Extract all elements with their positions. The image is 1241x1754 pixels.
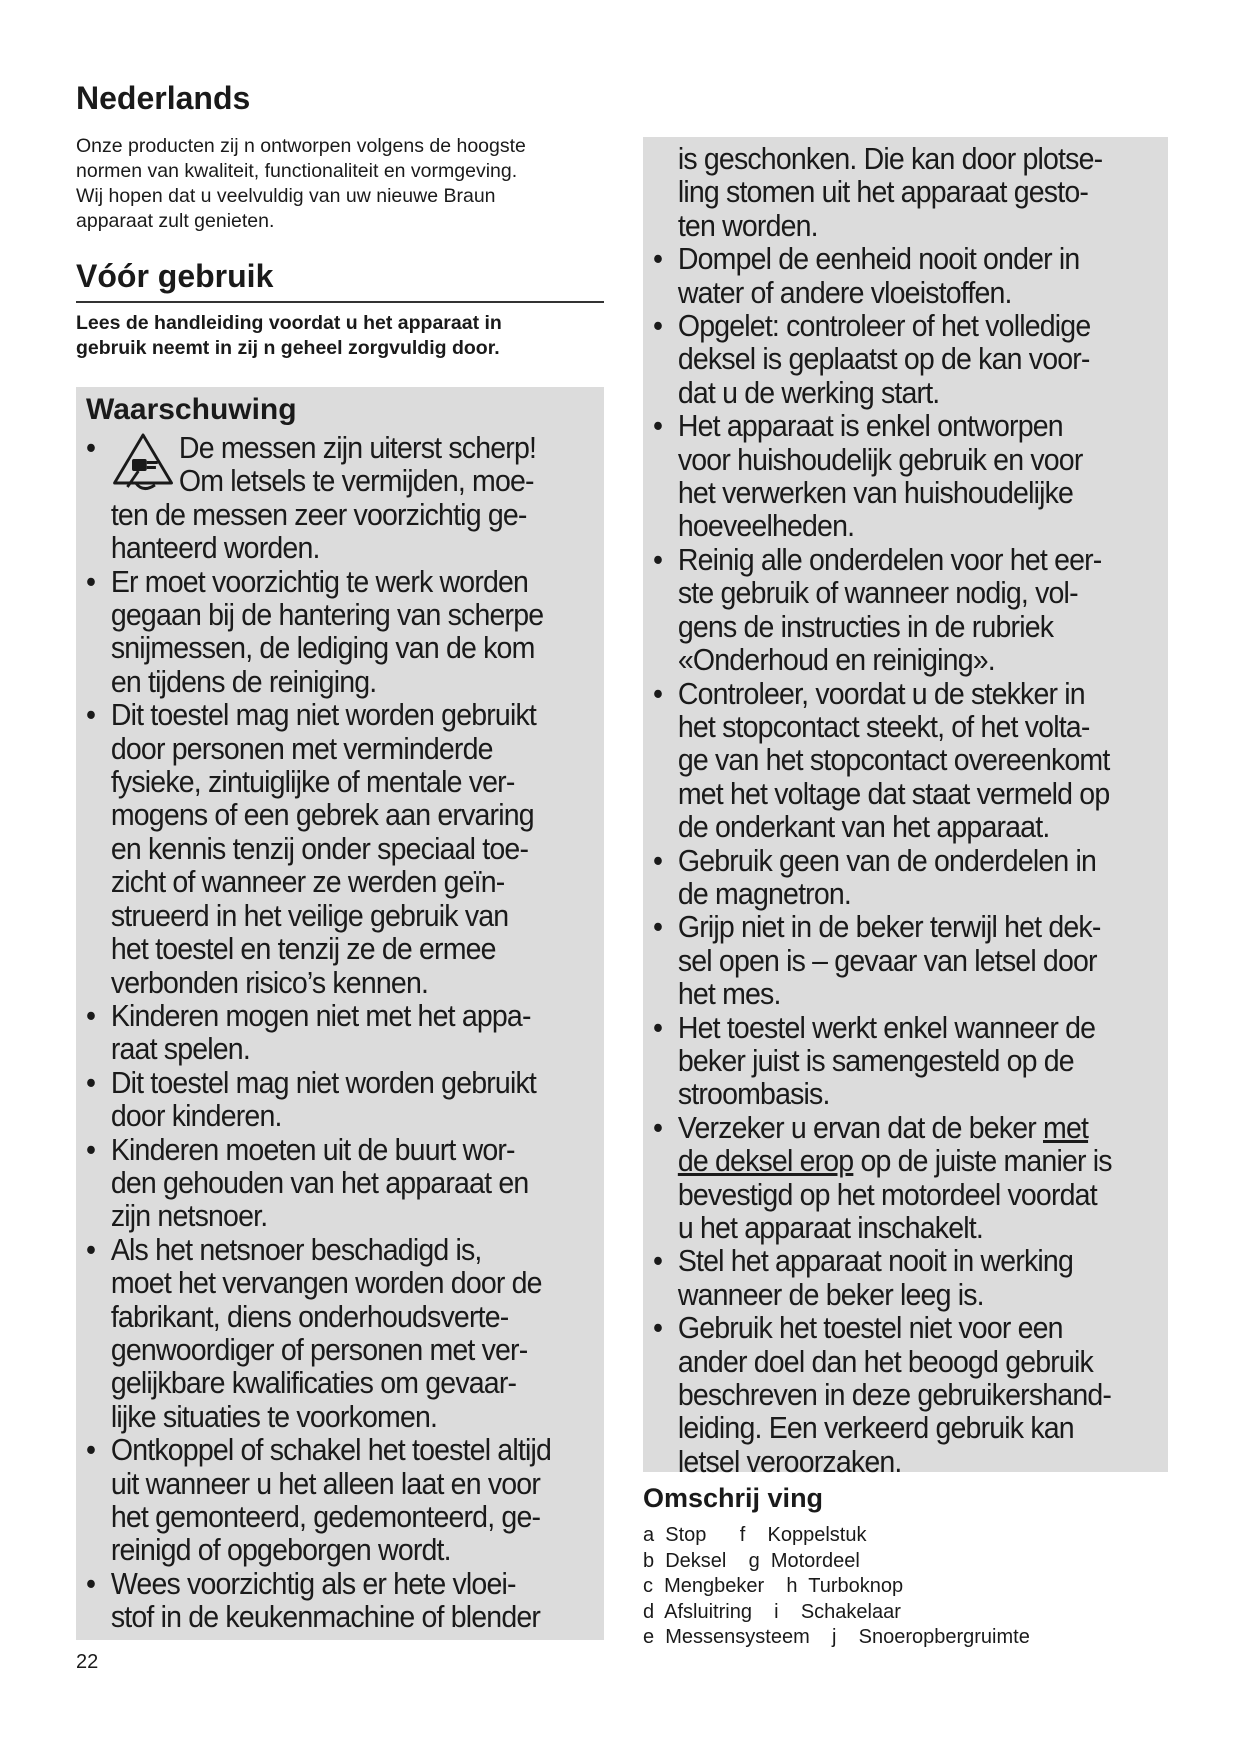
warning-item [653,1111,1182,1245]
warning-list-right [653,242,1160,1478]
line: «Onderhoud en reiniging». [677,642,995,678]
line: Kinderen mogen niet met het appa- [110,997,531,1033]
line: zicht of wanneer ze werden geïn- [110,864,505,900]
parts-list [643,1523,1030,1651]
line: snijmessen, de lediging van de kom [110,630,535,666]
line: water of andere vloeistoffen. [677,274,1012,310]
warning-item [653,1244,1182,1311]
intro-line: Onze producten zij n ontworpen volgens de hoogste [76,135,526,157]
line: het verwerken van huishoudelijke [677,475,1074,511]
bullet: • [653,1109,663,1145]
lead-line: gebruik neemt in zij n geheel zorgvuldig door. [76,337,500,359]
warning-item [653,242,1182,309]
line: Het toestel werkt enkel wanneer de [677,1009,1096,1045]
bullet: • [86,1565,96,1601]
warning-item [86,999,616,1066]
line: het mes. [677,976,781,1012]
bullet: • [86,430,96,465]
bullet: • [653,408,663,444]
line: bevestigd op het motordeel voordat [677,1176,1097,1212]
bullet: • [653,241,663,277]
line: Reinig alle onderdelen voor het eer- [677,541,1102,577]
bullet: • [86,697,96,733]
line: fysieke, zintuiglijke of mentale ver- [110,764,515,800]
lead-line: Lees de handleiding voordat u het apparaat in [76,312,502,334]
line: is geschonken. Die kan door plotse- [677,141,1103,176]
intro-line: normen van kwaliteit, functionaliteit en vormgeving. [76,160,518,182]
warning-continuation [653,142,1182,242]
line: mogens of een gebrek aan ervaring [110,797,534,833]
warning-item [653,677,1182,844]
line: Het apparaat is enkel ontworpen [677,408,1063,444]
page-title: Nederlands [76,80,251,116]
line: fabrikant, diens onderhoudsverte- [110,1298,509,1334]
line: Wees voorzichtig als er hete vloei- [110,1565,516,1601]
line: De messen zijn uiterst scherp! [178,430,537,465]
hand-blade-warning-icon [111,431,175,495]
line: dat u de werking start. [677,374,940,410]
line: Gebruik het toestel niet voor een [677,1310,1063,1346]
warning-item [86,1567,616,1634]
line: door kinderen. [110,1098,282,1134]
line: leiding. Een verkeerd gebruik kan [677,1410,1074,1446]
line: het toestel en tenzij ze de ermee [110,931,496,967]
parts-row: c Mengbeker h Turboknop [643,1575,904,1598]
line: genwoordiger of personen met ver- [110,1331,528,1367]
bullet: • [653,1310,663,1346]
line: ten de messen zeer voorzichtig ge- [110,496,527,532]
line: wanneer de beker leeg is. [677,1276,984,1312]
line: Gebruik geen van de onderdelen in [677,842,1097,878]
line: Er moet voorzichtig te werk worden [110,563,529,599]
line: uit wanneer u het alleen laat en voor [110,1465,541,1501]
line: ander doel dan het beoogd gebruik [677,1343,1093,1379]
warning-list-left [86,431,594,1634]
line: Dompel de eenheid nooit onder in [677,241,1080,277]
line: lijke situaties te voorkomen. [110,1398,438,1434]
parts-row: b Deksel g Motordeel [643,1549,860,1572]
warning-box-left [76,387,604,1640]
line: Dit toestel mag niet worden gebruikt [110,1064,537,1100]
bullet: • [86,1064,96,1100]
line: ge van het stopcontact overeenkomt [677,742,1110,778]
line: de onderkant van het apparaat. [677,809,1050,845]
warning-item [653,309,1182,409]
line: zijn netsnoer. [110,1198,268,1234]
bullet: • [653,1243,663,1279]
warning-item [86,698,616,999]
line: ten worden. [677,207,818,243]
warning-item [653,844,1182,911]
line: den gehouden van het apparaat en [110,1164,529,1200]
warning-item [653,1311,1182,1478]
line: Kinderen moeten uit de buurt wor- [110,1131,515,1167]
line: reinigd of opgeborgen wordt. [110,1532,451,1568]
bullet: • [86,563,96,599]
warning-item [86,431,616,565]
line: moet het vervangen worden door de [110,1265,542,1301]
line: Grijp niet in de beker terwijl het dek- [677,909,1101,945]
warning-item [653,543,1182,677]
line: Controleer, voordat u de stekker in [677,675,1085,711]
bullet: • [653,842,663,878]
warning-item [86,1233,616,1433]
page-number: 22 [76,1651,99,1673]
line: hanteerd worden. [110,530,320,566]
bullet: • [653,909,663,945]
line: Verzeker u ervan dat de beker [677,1109,1044,1145]
line: gens de instructies in de rubriek [677,608,1054,644]
line: Om letsels te vermijden, moe- [178,463,534,499]
line: stroombasis. [677,1076,830,1112]
bullet: • [86,1131,96,1167]
warning-item [653,910,1182,1010]
line: ling stomen uit het apparaat gesto- [677,174,1089,210]
line: letsel veroorzaken. [677,1443,902,1479]
intro-paragraph [76,134,616,234]
bullet: • [86,1432,96,1468]
warning-item [86,1133,616,1233]
line: Als het netsnoer beschadigd is, [110,1231,482,1267]
section-title: Vóór gebruik [76,258,604,303]
bullet: • [653,675,663,711]
line: Stel het apparaat nooit in werking [677,1243,1074,1279]
intro-line: Wij hopen dat u veelvuldig van uw nieuwe Braun [76,185,496,207]
description-title: Omschrij ving [643,1483,824,1513]
underlined-text: de deksel erop [677,1143,854,1179]
line: u het apparaat inschakelt. [677,1210,983,1245]
line: op de juiste manier is [853,1143,1112,1179]
line: beker juist is samengesteld op de [677,1042,1074,1078]
warning-item [653,409,1182,543]
line: sel open is – gevaar van letsel door [677,942,1097,978]
line: verbonden risico’s kennen. [110,964,429,1000]
line: met het voltage dat staat vermeld op [677,775,1110,811]
line: strueerd in het veilige gebruik van [110,897,509,933]
warning-item [653,1011,1182,1111]
lead-paragraph [76,311,616,361]
line: door personen met verminderde [110,730,493,766]
bullet: • [653,308,663,344]
line: en tijdens de reiniging. [110,663,377,699]
line: het gemonteerd, gedemonteerd, ge- [110,1499,541,1534]
warning-item [86,565,616,699]
line: Dit toestel mag niet worden gebruikt [110,697,537,733]
line: het stopcontact steekt, of het volta- [677,708,1090,744]
warning-item [86,1433,616,1567]
bullet: • [86,1231,96,1267]
bullet: • [653,1009,663,1045]
line: Ontkoppel of schakel het toestel altijd [110,1432,552,1468]
warning-title: Waarschuwing [86,393,297,426]
line: de magnetron. [677,875,852,911]
bullet: • [86,997,96,1033]
line: deksel is geplaatst op de kan voor- [677,341,1090,377]
line: stof in de keukenmachine of blender [110,1599,541,1635]
parts-row: e Messensysteem j Snoeropbergruimte [643,1626,1030,1649]
intro-line: apparaat zult genieten. [76,210,275,232]
line: voor huishoudelijk gebruik en voor [677,441,1083,477]
warning-box-right [643,137,1168,1479]
line: en kennis tenzij onder speciaal toe- [110,830,529,866]
line: raat spelen. [110,1031,250,1067]
parts-row: a Stop f Koppelstuk [643,1524,867,1546]
bullet: • [653,541,663,577]
parts-row: d Afsluitring i Schakelaar [643,1600,901,1623]
line: ste gebruik of wanneer nodig, vol- [677,575,1078,611]
line: Opgelet: controleer of het volledige [677,308,1091,344]
line: beschreven in deze gebruikershand- [677,1377,1112,1413]
line: gegaan bij de hantering van scherpe [110,597,544,633]
line: gelijkbare kwalificaties om gevaar- [110,1365,517,1401]
underlined-text: met [1043,1109,1089,1145]
line: hoeveelheden. [677,508,855,544]
warning-item [86,1066,616,1133]
